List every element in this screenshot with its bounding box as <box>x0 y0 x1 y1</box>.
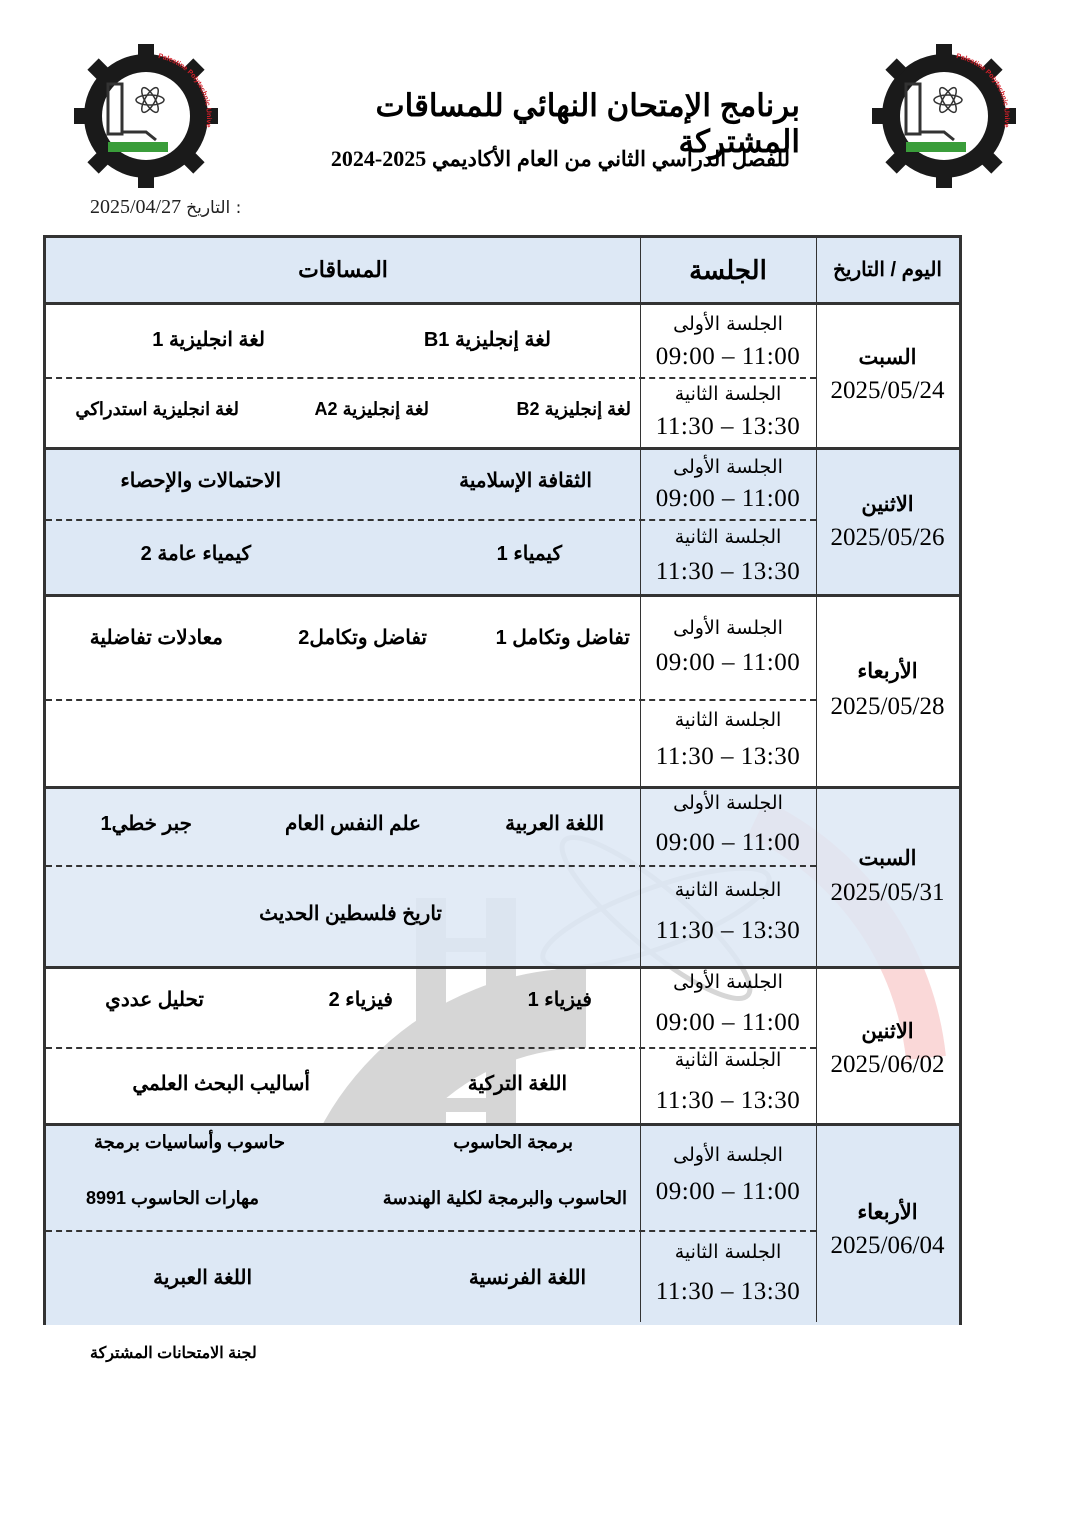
session-time: 09:00 – 11:00 <box>655 829 801 856</box>
day-date: 2025/05/24 <box>830 377 945 404</box>
page-title: برنامج الإمتحان النهائي للمساقات المشتركة <box>375 88 800 159</box>
course-item: فيزياء 2 <box>328 989 393 1011</box>
gear-icon <box>74 44 218 188</box>
day-row <box>46 305 959 450</box>
course-item: فيزياء 1 <box>527 989 592 1011</box>
column-divider <box>816 238 817 1322</box>
course-item: لغة إنجليزية B1 <box>423 329 551 351</box>
day-name: الأربعاء <box>857 660 918 683</box>
session-name: الجلسة الأولى <box>673 456 783 478</box>
issue-date-label: التاريخ : <box>186 198 242 218</box>
session-divider <box>46 1230 816 1232</box>
day-name: السبت <box>858 346 917 369</box>
course-item: اللغة التركية <box>467 1073 567 1095</box>
header-day-date: اليوم / التاريخ <box>833 259 942 281</box>
session-name: الجلسة الأولى <box>673 792 783 814</box>
session-time: 09:00 – 11:00 <box>655 1178 801 1205</box>
session-name: الجلسة الثانية <box>674 526 782 548</box>
course-item: الثقافة الإسلامية <box>459 470 592 492</box>
day-row <box>46 597 959 789</box>
day-row <box>46 1126 959 1325</box>
course-item: علم النفس العام <box>284 813 421 835</box>
session-name: الجلسة الثانية <box>674 1241 782 1263</box>
course-item: برمجة الحاسوب <box>453 1132 573 1152</box>
course-item: تفاضل وتكامل 1 <box>495 627 630 649</box>
course-item: اللغة العبرية <box>153 1267 252 1289</box>
academic-year: 2025-2024 <box>330 146 427 171</box>
day-date: 2025/06/02 <box>830 1051 945 1078</box>
session-time: 09:00 – 11:00 <box>655 649 801 676</box>
day-row <box>46 789 959 969</box>
day-date: 2025/05/26 <box>830 524 945 551</box>
course-item: لغة إنجليزية A2 <box>314 399 429 419</box>
course-item: جبر خطي1 <box>100 813 192 835</box>
session-name: الجلسة الثانية <box>674 879 782 901</box>
course-item: اللغة الفرنسية <box>468 1267 586 1289</box>
session-time: 11:30 – 13:30 <box>655 917 801 944</box>
course-item: اللغة العربية <box>505 813 604 835</box>
exam-schedule-table <box>43 235 962 1325</box>
table-header-row <box>46 238 959 305</box>
session-time: 11:30 – 13:30 <box>655 413 801 440</box>
day-date: 2025/05/31 <box>830 879 945 906</box>
page-subtitle <box>280 146 790 172</box>
day-date: 2025/05/28 <box>830 693 945 720</box>
committee-signature: لجنة الامتحانات المشتركة <box>90 1345 257 1362</box>
university-logo-right <box>872 44 1016 188</box>
course-item: معادلات تفاضلية <box>89 627 223 649</box>
university-logo-left <box>74 44 218 188</box>
session-name: الجلسة الأولى <box>673 313 783 335</box>
column-divider <box>640 238 641 1322</box>
session-time: 09:00 – 11:00 <box>655 1009 801 1036</box>
session-time: 09:00 – 11:00 <box>655 485 801 512</box>
course-item: الاحتمالات والإحصاء <box>120 470 281 492</box>
session-name: الجلسة الثانية <box>674 709 782 731</box>
course-item: الحاسوب والبرمجة لكلية الهندسة <box>382 1188 627 1208</box>
course-item: تحليل عددي <box>105 989 204 1011</box>
issue-date-value: 2025/04/27 <box>90 196 182 218</box>
course-item: حاسوب وأساسيات برمجة <box>94 1132 285 1152</box>
session-time: 11:30 – 13:30 <box>655 743 801 770</box>
svg-text:Palestine Polytechnic Universi: Palestine Polytechnic Unive <box>955 53 1011 128</box>
course-item: تاريخ فلسطين الحديث <box>259 903 442 925</box>
day-name: الأربعاء <box>857 1201 918 1224</box>
day-name: السبت <box>858 847 917 870</box>
course-item: لغة إنجليزية B2 <box>516 399 631 419</box>
course-item: مهارات الحاسوب 8991 <box>85 1188 259 1208</box>
course-item: تفاضل وتكامل2 <box>298 627 427 649</box>
day-date: 2025/06/04 <box>830 1232 945 1259</box>
session-name: الجلسة الثانية <box>674 1049 782 1071</box>
session-time: 11:30 – 13:30 <box>655 1087 801 1114</box>
course-item: كيمياء 1 <box>496 543 562 565</box>
header-session: الجلسة <box>689 255 767 285</box>
course-item: أساليب البحث العلمي <box>132 1073 310 1095</box>
day-name: الاثنين <box>861 1020 914 1043</box>
course-item: كيمياء عامة 2 <box>140 543 251 565</box>
course-item: لغة انجليزية 1 <box>152 329 265 351</box>
day-row <box>46 969 959 1126</box>
session-time: 11:30 – 13:30 <box>655 1278 801 1305</box>
session-time: 09:00 – 11:00 <box>655 343 801 370</box>
subtitle-text: للفصل الدراسي الثاني من العام الأكاديمي <box>432 148 790 171</box>
course-item: لغة انجليزية استدراكي <box>75 399 239 419</box>
day-row <box>46 450 959 597</box>
session-name: الجلسة الثانية <box>674 383 782 405</box>
gear-icon <box>872 44 1016 188</box>
session-time: 11:30 – 13:30 <box>655 558 801 585</box>
svg-text:Palestine Polytechnic Universi: Palestine Polytechnic Unive <box>157 53 213 128</box>
header-courses: المساقات <box>298 257 388 282</box>
issue-date <box>90 196 290 219</box>
session-name: الجلسة الأولى <box>673 1144 783 1166</box>
session-name: الجلسة الأولى <box>673 971 783 993</box>
session-name: الجلسة الأولى <box>673 617 783 639</box>
day-name: الاثنين <box>861 493 914 516</box>
